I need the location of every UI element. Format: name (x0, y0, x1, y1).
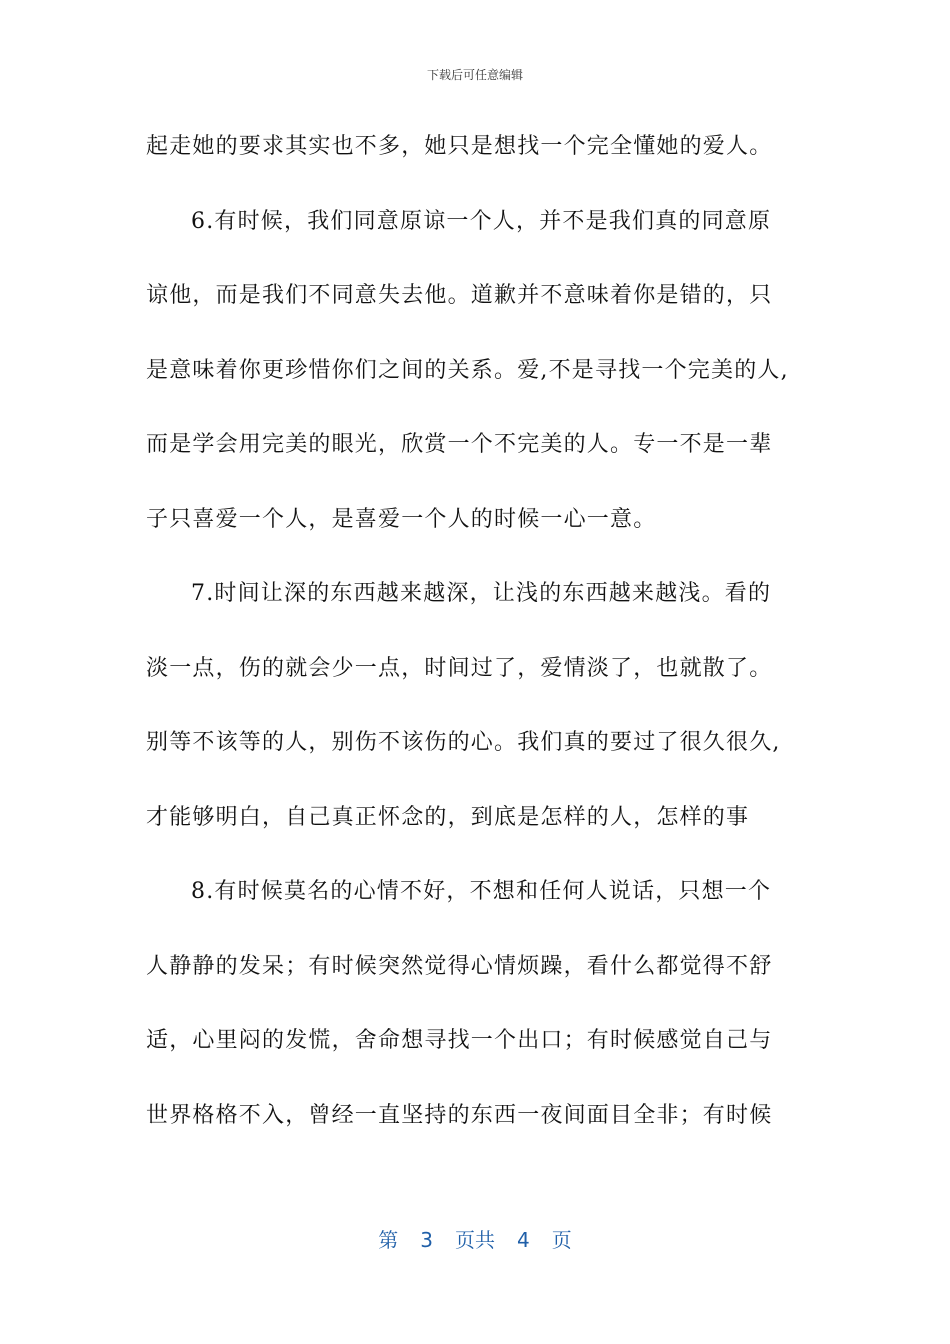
total-pages-number: 4 (517, 1228, 530, 1252)
text-line: 而是学会用完美的眼光，欣赏一个不完美的人。专一不是一辈 (146, 432, 773, 457)
text-line: 6.有时候，我们同意原谅一个人，并不是我们真的同意原 (191, 208, 772, 234)
current-page-number: 3 (420, 1228, 433, 1252)
text-line: 别等不该等的人，别伤不该伤的心。我们真的要过了很久很久, (146, 730, 781, 755)
body-text (146, 122, 826, 1165)
footer-middle: 页共 (455, 1228, 495, 1252)
page-footer (0, 1224, 950, 1253)
page-header: 下载后可任意编辑 (426, 68, 523, 82)
text-line: 谅他，而是我们不同意失去他。道歉并不意味着你是错的，只 (146, 283, 773, 308)
text-line: 8.有时候莫名的心情不好，不想和任何人说话，只想一个 (191, 879, 772, 904)
text-line: 才能够明白，自己真正怀念的，到底是怎样的人，怎样的事 (146, 804, 750, 830)
footer-suffix: 页 (551, 1228, 572, 1252)
text-line: 是意味着你更珍惜你们之间的关系。爱,不是寻找一个完美的人, (146, 357, 789, 383)
footer-prefix: 第 (378, 1228, 399, 1252)
text-line: 7.时间让深的东西越来越深，让浅的东西越来越浅。看的 (191, 581, 772, 606)
text-line: 淡一点，伤的就会少一点，时间过了，爱情淡了，也就散了。 (146, 655, 773, 681)
text-line: 人静静的发呆；有时候突然觉得心情烦躁，看什么都觉得不舒 (146, 953, 773, 979)
text-line: 子只喜爱一个人，是喜爱一个人的时候一心一意。 (146, 506, 657, 532)
text-line: 起走她的要求其实也不多，她只是想找一个完全懂她的爱人。 (146, 134, 773, 159)
text-line: 世界格格不入，曾经一直坚持的东西一夜间面目全非；有时候 (146, 1102, 773, 1128)
text-line: 适，心里闷的发慌，舍命想寻找一个出口；有时候感觉自己与 (146, 1028, 773, 1053)
